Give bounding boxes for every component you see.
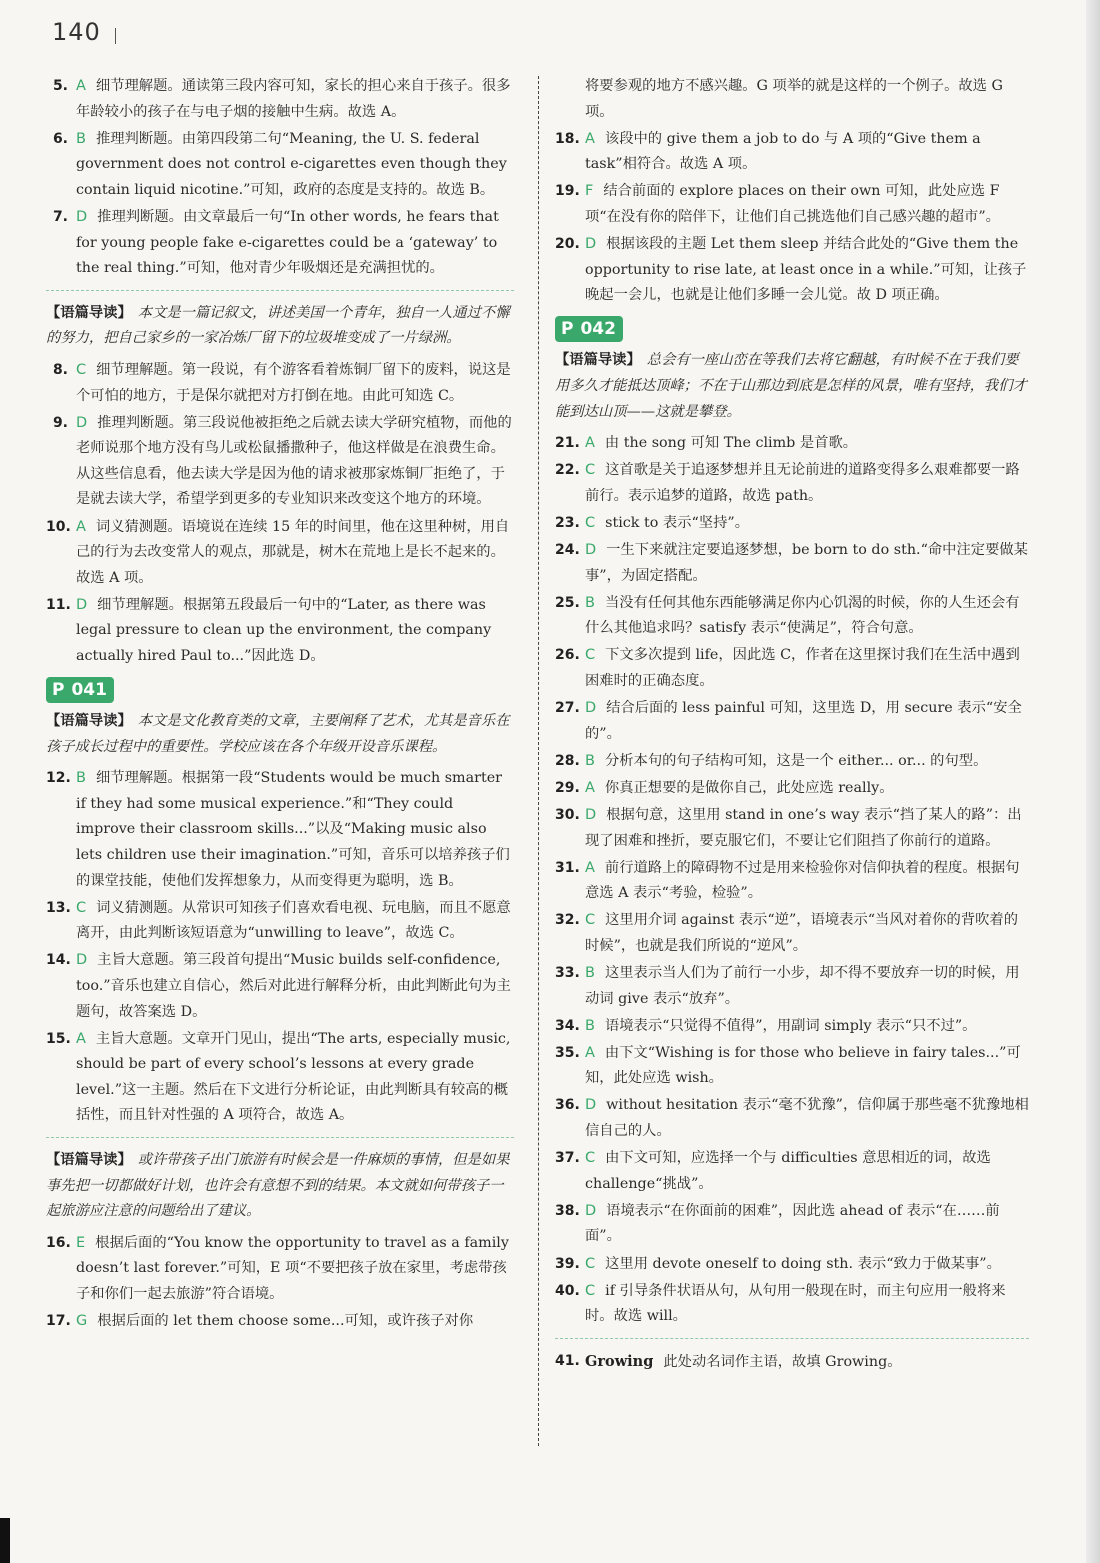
answer-item: [46, 127, 514, 204]
explanation-text: 根据后面的“You know the opportunity to travel as a family doesn’t last forever.”可知，E 项“不要把孩子放在家里，考虑带孩子和你们一起去旅游”符合语境。: [76, 1234, 509, 1303]
answer-choice: Growing: [585, 1352, 654, 1370]
answer-choice: D: [585, 1097, 597, 1114]
answer-item: [555, 127, 1029, 178]
answer-choice: B: [585, 1017, 595, 1034]
answer-choice: D: [585, 806, 597, 823]
answer-choice: D: [585, 542, 597, 558]
question-number: 11.: [46, 596, 71, 613]
reading-guide-label: 【语篇导读】: [46, 713, 132, 730]
question-number: 20.: [555, 236, 580, 253]
explanation-text: 结合后面的 less painful 可知，这里选 D，用 secure 表示“安全的”。: [585, 700, 1022, 742]
explanation-text: 细节理解题。根据第五段最后一句中的“Later, as there was legal pressure to clean up the environment, the company actually hired Paul to...”因此选 D。: [76, 596, 492, 664]
question-number: 18.: [555, 130, 580, 147]
reading-guide: [555, 348, 1029, 425]
reading-guide: [46, 1148, 514, 1225]
answer-item: [555, 803, 1029, 854]
answer-item: [555, 1014, 1029, 1040]
answer-choice: C: [585, 647, 596, 664]
answer-item: [555, 1093, 1029, 1144]
answer-item: [46, 896, 514, 947]
question-number: 5.: [52, 78, 68, 94]
answer-item: [46, 411, 514, 513]
explanation-text: 推理判断题。第三段说他被拒绝之后就去读大学研究植物，而他的老师说那个地方没有鸟儿或松鼠播撒种子，他这样做是在浪费生命。从这些信息看，他去读大学是因为他的请求被那家炼铜厂拒绝了，于是就去读大学，希望学到更多的专业知识来改变这个地方的环境。: [76, 414, 512, 508]
question-number: 6.: [52, 130, 68, 147]
page-number-bar: [115, 28, 116, 44]
explanation-text: 推理判断题。由第四段第二句“Meaning, the U. S. federal government does not control e-cigarettes even though they contain liquid nicotine.”可知，政府的态度是支持的。故选 B。: [76, 130, 507, 198]
scan-corner-mark: [0, 1518, 10, 1563]
answer-choice: B: [76, 770, 86, 787]
answer-choice: D: [585, 236, 597, 253]
answer-item: [46, 948, 514, 1025]
question-number: 25.: [555, 594, 580, 611]
question-number: 36.: [555, 1097, 580, 1114]
answer-item: [555, 696, 1029, 747]
reading-guide-label: 【语篇导读】: [555, 352, 641, 369]
answer-item: [46, 358, 514, 409]
answer-item: [555, 458, 1029, 509]
passage-badge-letter: P: [555, 316, 579, 342]
explanation-text: if 引导条件状语从句，从句用一般现在时，而主句应用一般将来时。故选 will。: [585, 1282, 1006, 1325]
answer-item: [555, 1279, 1029, 1330]
explanation-text: 一生下来就注定要追逐梦想，be born to do sth.“命中注定要做某事”，为固定搭配。: [585, 542, 1028, 584]
answer-item: [46, 205, 514, 282]
answer-choice: B: [585, 965, 595, 981]
section-divider: [555, 1338, 1029, 1339]
passage-badge: [555, 316, 623, 342]
explanation-text: 这里用介词 against 表示“逆”，语境表示“当风对着你的背吹着的时候”，也就是我们所说的“逆风”。: [585, 912, 1019, 954]
answer-choice: F: [585, 183, 594, 200]
reading-guide-text: 或许带孩子出门旅游有时候会是一件麻烦的事情，但是如果事先把一切都做好计划，也许会有意想不到的结果。本文就如何带孩子一起旅游应注意的问题给出了建议。: [46, 1152, 510, 1220]
reading-guide-label: 【语篇导读】: [46, 304, 132, 321]
question-number: 37.: [555, 1150, 580, 1167]
answer-choice: B: [585, 752, 595, 769]
answer-choice: C: [585, 462, 596, 479]
answer-choice: D: [76, 208, 88, 225]
question-number: 8.: [52, 361, 68, 378]
question-number: 40.: [555, 1282, 580, 1299]
question-number: 13.: [46, 899, 71, 916]
answer-choice: A: [585, 1044, 595, 1061]
right-column: [555, 74, 1029, 1377]
answer-choice: D: [76, 414, 88, 431]
question-number: 23.: [555, 514, 580, 531]
question-number: 7.: [52, 208, 68, 225]
answer-choice: G: [76, 1313, 88, 1330]
answer-choice: A: [76, 518, 86, 535]
explanation-text: 由 the song 可知 The climb 是首歌。: [604, 435, 858, 452]
answer-item: [555, 1252, 1029, 1278]
answer-choice: B: [585, 594, 595, 611]
question-number: 38.: [555, 1202, 580, 1219]
answer-choice: A: [585, 130, 595, 147]
explanation-text: 细节理解题。第一段说，有个游客看着炼铜厂留下的废料，说这是个可怕的地方，于是保尔就把对方打倒在地。由此可知选 C。: [76, 361, 511, 404]
answer-item: [46, 1309, 514, 1335]
left-column: [46, 74, 514, 1336]
question-number: 16.: [46, 1234, 71, 1251]
answer-item: [555, 179, 1029, 230]
answer-choice: A: [585, 779, 595, 796]
question-number: 15.: [46, 1030, 71, 1047]
answer-choice: E: [76, 1234, 86, 1251]
question-number: 31.: [555, 859, 580, 876]
question-number: 9.: [52, 414, 68, 431]
question-number: 19.: [555, 183, 580, 200]
question-number: 10.: [46, 518, 71, 535]
question-number: 26.: [555, 647, 580, 664]
answer-item: [46, 74, 514, 125]
question-number: 24.: [555, 542, 580, 558]
explanation-text: 前行道路上的障碍物不过是用来检验你对信仰执着的程度。根据句意选 A 表示“考验，检验”。: [585, 859, 1020, 902]
answer-choice: D: [76, 596, 88, 613]
answer-choice: D: [76, 952, 88, 969]
answer-item: [555, 232, 1029, 309]
question-number: 30.: [555, 806, 580, 823]
explanation-text: 当没有任何其他东西能够满足你内心饥渴的时候，你的人生还会有什么其他追求吗？satisfy 表示“使满足”，符合句意。: [585, 594, 1020, 637]
answer-item: [555, 908, 1029, 959]
answer-item: [46, 1027, 514, 1129]
answer-item: [46, 1231, 514, 1308]
explanation-text: 这里表示当人们为了前行一小步，却不得不要放弃一切的时候，用动词 give 表示“放弃”。: [585, 965, 1020, 1007]
answer-continuation: [555, 74, 1029, 125]
explanation-text: 此处动名词作主语，故填 Growing。: [663, 1353, 902, 1370]
reading-guide-label: 【语篇导读】: [46, 1152, 132, 1169]
answer-item: [555, 856, 1029, 907]
question-number: 41.: [555, 1352, 580, 1369]
explanation-text: 下文多次提到 life，因此选 C，作者在这里探讨我们在生活中遇到困难时的正确态度。: [585, 647, 1020, 689]
explanation-text: 主旨大意题。第三段首句提出“Music builds self-confidence, too.”音乐也建立自信心，然后对此进行解释分析，由此判断此句为主题句，故答案选 D。: [76, 952, 511, 1020]
passage-badge: [46, 677, 114, 703]
question-number: 21.: [555, 435, 580, 452]
answer-choice: B: [76, 130, 86, 147]
question-number: 34.: [555, 1017, 580, 1034]
reading-guide-text: 总会有一座山峦在等我们去将它翻越，有时候不在于我们要用多久才能抵达顶峰；不在于山那边到底是怎样的风景，唯有坚持，我们才能到达山顶——这就是攀登。: [555, 352, 1027, 420]
answer-choice: A: [585, 435, 595, 452]
section-divider: [46, 290, 514, 291]
column-divider: [538, 76, 539, 1446]
answer-item: [555, 511, 1029, 537]
section-divider: [46, 1137, 514, 1138]
explanation-text: 这里用 devote oneself to doing sth. 表示“致力于做某事”。: [605, 1255, 1001, 1272]
reading-guide-text: 本文是一篇记叙文，讲述美国一个青年，独自一人通过不懈的努力，把自己家乡的一家冶炼厂留下的垃圾堆变成了一片绿洲。: [46, 304, 510, 347]
page-gutter: [1086, 0, 1100, 1563]
answer-item: [555, 749, 1029, 775]
answer-choice: A: [585, 859, 595, 876]
answer-choice: A: [76, 1030, 86, 1047]
passage-badge-letter: P: [46, 677, 70, 703]
explanation-text: 根据该段的主题 Let them sleep 并结合此处的“Give them the opportunity to rise late, at least once in a while.”可知，让孩子晚起一会儿，也就是让他们多睡一会儿觉。故 D 项正确。: [585, 236, 1027, 304]
answer-item: [555, 643, 1029, 694]
answer-choice: C: [585, 1150, 596, 1167]
question-number: 14.: [46, 952, 71, 969]
answer-item: [555, 1199, 1029, 1250]
question-number: 22.: [555, 462, 580, 479]
answer-item: [555, 961, 1029, 1012]
question-number: 28.: [555, 752, 580, 769]
answer-choice: A: [76, 78, 86, 94]
explanation-text: 该段中的 give them a job to do 与 A 项的“Give them a task”相符合。故选 A 项。: [585, 130, 981, 173]
explanation-text: without hesitation 表示“毫不犹豫”，信仰属于那些毫不犹豫地相信自己的人。: [585, 1097, 1029, 1140]
question-number: 29.: [555, 779, 580, 796]
explanation-text: 由下文“Wishing is for those who believe in fairy tales...”可知，此处应选 wish。: [585, 1044, 1021, 1087]
answer-choice: D: [585, 700, 597, 717]
answer-item: [555, 776, 1029, 802]
explanation-text: 词义猜测题。从常识可知孩子们喜欢看电视、玩电脑，而且不愿意离开，由此判断该短语意为“unwilling to leave”，故选 C。: [76, 899, 511, 942]
explanation-text: 这首歌是关于追逐梦想并且无论前进的道路变得多么艰难都要一路前行。表示追梦的道路，故选 path。: [585, 462, 1020, 504]
answer-item: [555, 591, 1029, 642]
answer-choice: C: [76, 899, 87, 916]
question-number: 27.: [555, 700, 580, 717]
answer-choice: D: [585, 1202, 597, 1219]
explanation-text: 分析本句的句子结构可知，这是一个 either... or... 的句型。: [604, 752, 988, 769]
answer-item: [555, 431, 1029, 457]
answer-item: [555, 1146, 1029, 1197]
explanation-text: stick to 表示“坚持”。: [605, 514, 749, 531]
answer-choice: C: [585, 514, 596, 531]
explanation-text: 细节理解题。根据第一段“Students would be much smarter if they had some musical experience.”和“They could improve their classroom skills...”以及“Making music also lets children use their imagination.”可知，音乐可以培养孩子们的课堂技能，使他们发挥想象力，从而变得更为聪明，选 B。: [76, 770, 510, 889]
question-number: 17.: [46, 1313, 71, 1330]
explanation-text: 根据后面的 let them choose some...可知，或许孩子对你: [97, 1313, 474, 1330]
explanation-text: 你真正想要的是做你自己，此处应选 really。: [604, 779, 894, 796]
question-number: 35.: [555, 1044, 580, 1061]
reading-guide: [46, 709, 514, 760]
answer-choice: C: [585, 1282, 596, 1299]
answer-item: [46, 515, 514, 592]
passage-badge-number: 041: [70, 677, 114, 703]
question-number: 39.: [555, 1255, 580, 1272]
explanation-text: 将要参观的地方不感兴趣。G 项举的就是这样的一个例子。故选 G 项。: [585, 78, 1003, 120]
question-number: 32.: [555, 912, 580, 929]
page-number: 140: [52, 18, 101, 46]
answer-choice: C: [585, 1255, 596, 1272]
answer-choice: C: [76, 361, 87, 378]
reading-guide-text: 本文是文化教育类的文章，主要阐释了艺术，尤其是音乐在孩子成长过程中的重要性。学校应该在各个年级开设音乐课程。: [46, 713, 510, 755]
explanation-text: 由下文可知，应选择一个与 difficulties 意思相近的词，故选 challenge“挑战”。: [585, 1150, 991, 1192]
answer-item: [555, 1041, 1029, 1092]
answer-item: [46, 766, 514, 894]
reading-guide: [46, 301, 514, 352]
explanation-text: 结合前面的 explore places on their own 可知，此处应选 F 项“在没有你的陪伴下，让他们自己挑选他们自己感兴趣的超市”。: [585, 183, 1000, 225]
question-number: 33.: [555, 965, 580, 981]
explanation-text: 语境表示“只觉得不值得”，用副词 simply 表示“只不过”。: [604, 1017, 977, 1034]
answer-item: [46, 593, 514, 670]
answer-choice: C: [585, 912, 596, 929]
explanation-text: 细节理解题。通读第三段内容可知，家长的担心来自于孩子。很多年龄较小的孩子在与电子烟的接触中生病。故选 A。: [76, 78, 511, 120]
question-number: 12.: [46, 770, 71, 787]
explanation-text: 词义猜测题。语境说在连续 15 年的时间里，他在这里种树，用自己的行为去改变常人的观点，那就是，树木在荒地上是长不起来的。故选 A 项。: [76, 518, 510, 586]
answer-item: [555, 1349, 1029, 1376]
explanation-text: 推理判断题。由文章最后一句“In other words, he fears that for young people fake e-cigarettes could be a ‘gateway’ to the real thing.”可知，他对青少年吸烟还是充满担忧的。: [76, 208, 499, 277]
answer-item: [555, 538, 1029, 589]
explanation-text: 语境表示“在你面前的困难”，因此选 ahead of 表示“在……前面”。: [585, 1202, 1000, 1245]
explanation-text: 根据句意，这里用 stand in one’s way 表示“挡了某人的路”：出现了困难和挫折，要克服它们，不要让它们阻挡了你前行的道路。: [585, 806, 1022, 849]
explanation-text: 主旨大意题。文章开门见山，提出“The arts, especially music, should be part of every school’s lessons at every grade level.”这一主题。然后在下文进行分析论证，由此判断具有较高的概括性，而且针对性强的 A 项符合，故选 A。: [76, 1030, 511, 1124]
passage-badge-number: 042: [579, 316, 623, 342]
